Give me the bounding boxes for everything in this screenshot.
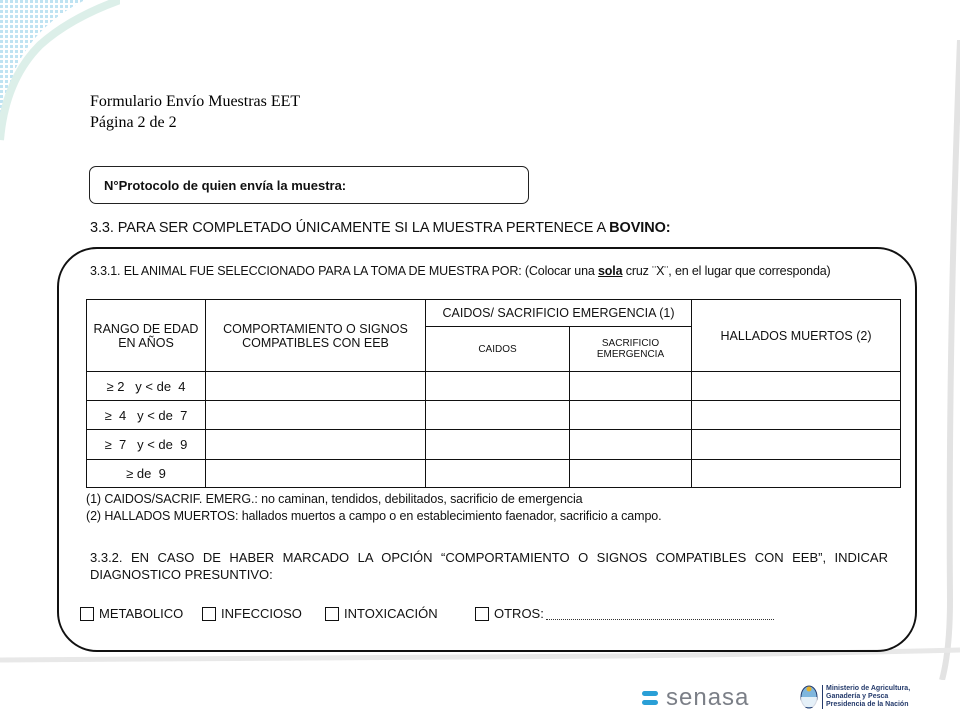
table-row (87, 401, 901, 430)
otros-text-line[interactable] (546, 607, 774, 620)
hallados-cell[interactable] (692, 430, 901, 460)
label-metabolico: METABOLICO (99, 606, 184, 621)
sacrificio-cell[interactable] (570, 401, 692, 430)
senasa-logo (640, 684, 749, 712)
header-caidos: CAIDOS (426, 327, 570, 372)
age-cell: ≥ 2 y < de 4 (87, 372, 206, 401)
option-metabolico[interactable] (80, 606, 183, 621)
selection-table (86, 299, 901, 488)
label-infeccioso: INFECCIOSO (221, 606, 302, 621)
caidos-cell[interactable] (426, 372, 570, 401)
header-hallados: HALLADOS MUERTOS (2) (692, 300, 901, 372)
senasa-mark-icon (640, 688, 660, 708)
section-3-3-heading (90, 220, 671, 236)
label-otros: OTROS: (494, 606, 544, 621)
sacrificio-cell[interactable] (570, 460, 692, 488)
footnote-2: (2) HALLADOS MUERTOS: hallados muertos a campo o en establecimiento faenador, sacrificio a campo. (86, 509, 662, 523)
option-infeccioso[interactable] (202, 606, 302, 621)
hallados-cell[interactable] (692, 460, 901, 488)
checkbox-infeccioso[interactable] (202, 607, 216, 621)
section-3-3-1-suffix: cruz ¨X¨, en el lugar que corresponda) (622, 264, 831, 278)
protocol-field[interactable] (89, 166, 529, 204)
label-intoxicacion: INTOXICACIÓN (344, 606, 438, 621)
age-cell: ≥ 4 y < de 7 (87, 401, 206, 430)
sacrificio-cell[interactable] (570, 372, 692, 401)
behavior-cell[interactable] (206, 372, 426, 401)
hallados-cell[interactable] (692, 372, 901, 401)
table-row (87, 372, 901, 401)
section-3-3-species: BOVINO: (609, 220, 671, 236)
caidos-cell[interactable] (426, 401, 570, 430)
section-3-3-2-text: 3.3.2. EN CASO DE HABER MARCADO LA OPCIÓN “COMPORTAMIENTO O SIGNOS COMPATIBLES CON EEB”, INDICAR DIAGNOSTICO PRESUNTIVO: (90, 550, 888, 582)
table-row (87, 460, 901, 488)
argentina-shield-icon (800, 685, 818, 709)
behavior-cell[interactable] (206, 430, 426, 460)
table-row (87, 430, 901, 460)
header-behavior: COMPORTAMIENTO O SIGNOS COMPATIBLES CON EEB (206, 300, 426, 372)
ministry-text (822, 685, 910, 709)
hallados-cell[interactable] (692, 401, 901, 430)
option-intoxicacion[interactable] (325, 606, 438, 621)
decorative-right-edge (920, 40, 960, 680)
sacrificio-cell[interactable] (570, 430, 692, 460)
header-caidos-group: CAIDOS/ SACRIFICIO EMERGENCIA (1) (426, 300, 692, 327)
header-sacrificio: SACRIFICIO EMERGENCIA (570, 327, 692, 372)
checkbox-intoxicacion[interactable] (325, 607, 339, 621)
section-3-3-1-heading (90, 264, 831, 278)
ministry-line-1: Ministerio de Agricultura, (826, 685, 911, 692)
protocol-label: N°Protocolo de quien envía la muestra: (104, 178, 347, 193)
footnote-1: (1) CAIDOS/SACRIF. EMERG.: no caminan, tendidos, debilitados, sacrificio de emergencia (86, 492, 583, 506)
header-age-range: RANGO DE EDAD EN AÑOS (87, 300, 206, 372)
section-3-3-1-emphasis: sola (598, 264, 623, 278)
behavior-cell[interactable] (206, 460, 426, 488)
footnotes (86, 491, 662, 525)
caidos-cell[interactable] (426, 460, 570, 488)
caidos-cell[interactable] (426, 430, 570, 460)
age-cell: ≥ 7 y < de 9 (87, 430, 206, 460)
section-3-3-1-text: 3.3.1. EL ANIMAL FUE SELECCIONADO PARA LA TOMA DE MUESTRA POR: (Colocar una (90, 264, 598, 278)
ministry-line-3: Presidencia de la Nación (826, 701, 909, 708)
checkbox-metabolico[interactable] (80, 607, 94, 621)
checkbox-otros[interactable] (475, 607, 489, 621)
form-header (90, 91, 300, 133)
ministry-logo (800, 685, 910, 709)
page-number: Página 2 de 2 (90, 114, 177, 131)
behavior-cell[interactable] (206, 401, 426, 430)
option-otros[interactable] (475, 606, 774, 621)
ministry-line-2: Ganadería y Pesca (826, 693, 889, 700)
age-cell: ≥ de 9 (87, 460, 206, 488)
form-title: Formulario Envío Muestras EET (90, 93, 301, 110)
section-3-3-text: 3.3. PARA SER COMPLETADO ÚNICAMENTE SI LA MUESTRA PERTENECE A (90, 220, 610, 236)
senasa-wordmark: senasa (666, 684, 750, 711)
